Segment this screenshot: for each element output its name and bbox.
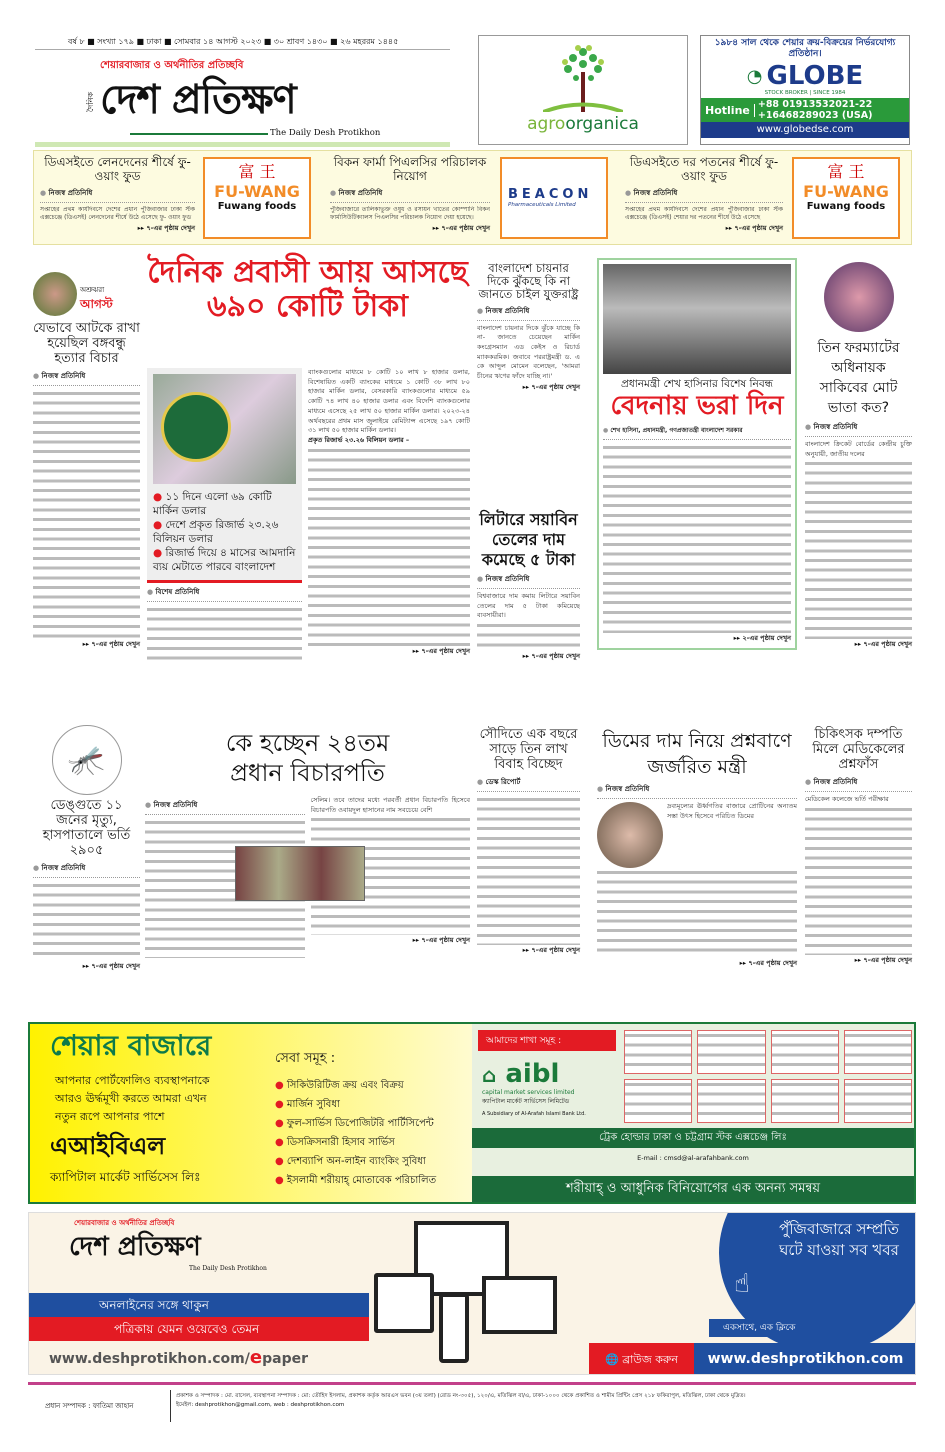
aibl-line: আরও ঊর্দ্ধমূখী করতে আমরা এখন (55, 1092, 207, 1105)
branches-label: আমাদের শাখা সমূহ : (478, 1030, 616, 1051)
story-dengue[interactable] (33, 725, 140, 972)
article-body: বিশ্ববাজারে দাম কমায় লিটারে সয়াবিন তেলের দাম ৫ টাকা কমিয়েছে ব্যবসায়ীরা। (477, 592, 580, 620)
byline: ● নিজস্ব প্রতিনিধি (805, 421, 912, 437)
article-body: দ্রব্যমূল্যের ঊর্ধ্বগতির বাজারে প্রোটিনের অন্যতম সস্তা উৎস হিসেবে পরিচিত ডিমের (667, 802, 797, 820)
epaper-url[interactable]: www.deshprotikhon.com/epaper (49, 1347, 308, 1368)
fuwang-name: FU-WANG (803, 182, 889, 201)
headline: কে হচ্ছেন ২৪তম প্রধান বিচারপতি (225, 729, 390, 787)
services-title: সেবা সমূহ : (275, 1051, 336, 1066)
story-shakib[interactable] (805, 262, 912, 650)
site-link[interactable]: www.deshprotikhon.com (694, 1343, 916, 1375)
fuwang-sub: Fuwang foods (217, 201, 297, 212)
crown-icon: 富 王 (827, 162, 865, 181)
trec-bar: ট্রেক হোল্ডার ঢাকা ও চট্টগ্রাম স্টক এক্সচেঞ্জ লিঃ (472, 1128, 914, 1148)
more-link[interactable]: ▸▸ ৭-এর পৃষ্ঠায় দেখুন (854, 955, 912, 964)
headline: বাংলাদেশ চায়নার দিকে ঝুঁকছে কি না জানতে চাইল যুক্তরাষ্ট্র (478, 261, 579, 302)
article-body (477, 621, 580, 651)
story-saudi[interactable] (477, 728, 580, 956)
hand-pointer-icon: ☝ (734, 1269, 750, 1299)
aibl-email[interactable]: E-mail : cmsd@al-arafahbank.com (637, 1154, 749, 1162)
aibl-arch-icon: ⌂ (482, 1063, 497, 1087)
teaser-title: ডিএসইতে লেনদেনের শীর্ষে ফু-ওয়াং ফুড (44, 155, 191, 183)
service-item: ● ইসলামী শরীয়াহ্ মোতাবেক পরিচালিত (275, 1175, 437, 1186)
teaser-item[interactable] (625, 156, 783, 234)
lead-headline: দৈনিক প্রবাসী আয় আসছে ৬৯০ কোটি টাকা (147, 255, 468, 324)
story-bangabandhu[interactable] (33, 258, 140, 650)
beacon-name: BEACON (508, 187, 593, 202)
hotline-label: Hotline (701, 104, 755, 117)
lead-bullet: ● ১১ দিনে এলো ৬৯ কোটি মার্কিন ডলার (153, 491, 272, 517)
lead-bullet: ● রিজার্ভ দিয়ে ৪ মাসের আমদানি ব্যয় মেটাতে পারবে বাংলাদেশ (153, 547, 296, 573)
crown-icon: 富 王 (238, 162, 276, 181)
byline: ● নিজস্ব প্রতিনিধি (625, 187, 783, 203)
bangabandhu-portrait (33, 272, 77, 316)
article-body (308, 446, 470, 646)
headline: ডেঙ্গুতে ১১ জনের মৃত্যু, হাসপাতালে ভর্তি ২৯০৫ (42, 798, 131, 858)
article-body: বাংলাদেশ চায়নার দিকে ঝুঁকে যাচ্ছে কি না- জানতে চেয়েছেন মার্কিন কংগ্রেসম্যান এড কেইস ও রিচার্ড ম্যাককরমিক। জবাবে পররাষ্ট্রমন্ত্রী ড. এ কে আব্দুল মোমেন বলেছেন, 'আমরা চীনের ঋণের ফাঁদে যাচ্ছি না।' (477, 323, 580, 381)
article-body (477, 795, 580, 945)
more-link[interactable]: ▸▸ ৭-এর পৃষ্ঠায় দেখুন (739, 959, 797, 967)
article-body (805, 459, 912, 639)
teaser-item[interactable] (40, 156, 195, 234)
divider (35, 142, 450, 147)
more-link[interactable]: ▸▸ ৭-এর পৃষ্ঠায় দেখুন (137, 223, 195, 232)
story-china[interactable] (477, 262, 580, 393)
more-link[interactable]: ▸▸ ৭-এর পৃষ্ঠায় দেখুন (82, 639, 140, 648)
service-item: ● ডিসক্রিসনারী হিসাব সার্ভিস (275, 1137, 395, 1148)
headline: চিকিৎসক দম্পতি মিলে মেডিকেলের প্রশ্নফাঁস (812, 727, 905, 772)
byline: ● নিজস্ব প্রতিনিধি (330, 187, 490, 203)
teaser-text: পুঁজিবাজারে তালিকাভুক্ত ওষুধ ও রসায়ন খাতের কোম্পানি বিকন ফার্মাসিউটিক্যালস পিএলসির পরিচালক নিয়োগ দেয়া হয়েছে। (330, 205, 490, 222)
kicker-august: আগস্ট (80, 297, 113, 311)
fuwang-name: FU-WANG (214, 182, 300, 201)
article-body (805, 805, 912, 955)
masthead[interactable] (70, 58, 410, 142)
browse-button[interactable]: 🌐 ব্রাউজ করুন (589, 1343, 694, 1375)
together-label: একসাথে, এক ক্লিকে (709, 1319, 809, 1337)
beacon-sub: Pharmaceuticals Limited (508, 202, 576, 208)
justices-photo (235, 846, 365, 901)
teaser-text: সপ্তাহের প্রথম কার্যদিবসে দেশের প্রধান পুঁজিবাজার ঢাকা স্টক এক্সচেঞ্জে (ডিএসই) লেনদেনের শীর্ষে উঠে এসেছে ফু- ওয়াং ফুড (40, 205, 195, 222)
headline: সৌদিতে এক বছরে সাড়ে তিন লাখ বিবাহ বিচ্ছেদ (479, 727, 578, 772)
agro-organica-ad[interactable] (478, 35, 688, 145)
byline: ● বিশেষ প্রতিনিধি (147, 586, 302, 602)
imprint: প্রকাশক ও সম্পাদক : মো. রাসেল, ব্যবস্থাপনা সম্পাদক : মো: তৌহিদ ইসলাম, প্রকাশক কর্তৃক আরএস ভবন (৩য় তলা) (রোড নং-৩০৫), ১২০/এ, মতিঝিল বা/এ, ঢাকা-১০০০ থেকে প্রকাশিত ও শামীম প্রিন্টিং প্রেস ২১৮ ফকিরাপুল, মতিঝিল, ঢাকা থেকে মুদ্রিত। ইমেইল: deshprotikhon@gmail.com, web : deshprotikhon.com (176, 1392, 916, 1410)
aibl-line: আপনার পোর্টফোলিও ব্যবস্থাপনাকে (55, 1074, 210, 1087)
more-link[interactable]: ▸▸ ৭-এর পৃষ্ঠায় দেখুন (854, 640, 912, 649)
byline: ● নিজস্ব প্রতিনিধি (597, 783, 797, 799)
globe-icon: 🌐 (605, 1353, 623, 1366)
shakib-photo (824, 262, 894, 332)
headline: ডিমের দাম নিয়ে প্রশ্নবাণে জর্জরিত মন্ত্রী (602, 730, 792, 778)
more-link[interactable]: ▸▸ ৭-এর পৃষ্ঠায় দেখুন (725, 223, 783, 232)
aibl-logo: ⌂ aibl capital market services limited ক্যাপিটাল মার্কেট সার্ভিসেস লিমিটেড A Subsidiary of Al-Arafah Islami Bank Ltd. (482, 1059, 586, 1117)
byline: ● নিজস্ব প্রতিনিধি (805, 776, 912, 792)
more-link[interactable]: ▸▸ ৭-এর পৃষ্ঠায় দেখুন (412, 646, 470, 655)
divider (28, 1382, 916, 1385)
byline: ● নিজস্ব প্রতিনিধি (477, 573, 580, 589)
article-body (603, 443, 791, 633)
online-banner: অনলাইনের সঙ্গে থাকুন (29, 1293, 369, 1317)
right-text: পুঁজিবাজারে সম্প্রতি ঘটে যাওয়া সব খবর (779, 1220, 899, 1259)
kicker: অশ্রুঝরা (80, 286, 105, 294)
phone-2: +16468289023 (USA) (757, 110, 873, 121)
service-item: ● ফুল-সার্ভিস ডিপোজিটরি পার্টিসিপেন্ট (275, 1118, 434, 1129)
mosquito-image: 🦟 (52, 725, 122, 795)
masthead-title: দেশ প্রতিক্ষণ (69, 1232, 201, 1262)
bangladesh-bank-image (153, 374, 296, 484)
chief-editor: প্রধান সম্পাদক : ফাতিমা জাহান (45, 1402, 134, 1410)
tree-icon (543, 42, 623, 112)
epaper-ad[interactable] (28, 1212, 916, 1375)
masthead-title: দেশ প্রতিক্ষণ (100, 77, 296, 123)
aibl-brand: এআইবিএল (50, 1132, 166, 1160)
teaser-text: সপ্তাহের প্রথম কার্যদিবসে দেশের প্রধান পুঁজিবাজার ঢাকা স্টক এক্সচেঞ্জে (ডিএসই) শেয়ার দর পতনের শীর্ষে উঠে এসেছে (625, 205, 783, 222)
story-medical[interactable] (805, 728, 912, 966)
aibl-headline: শেয়ার বাজারে (50, 1029, 212, 1062)
byline: ● নিজস্ব প্রতিনিধি (40, 187, 195, 203)
kicker: প্রধানমন্ত্রী শেখ হাসিনার বিশেষ নিবন্ধ (621, 378, 773, 390)
dateline: বর্ষ ৮ ■ সংখ্যা ১৭৯ ■ ঢাকা ■ সোমবার ১৪ আগস্ট ২০২৩ ■ ৩০ শ্রাবণ ১৪৩০ ■ ২৬ মহররম ১৪৪৫ (68, 37, 399, 46)
byline: ● নিজস্ব প্রতিনিধি (477, 305, 580, 321)
tagline: শেয়ারবাজার ও অর্থনীতির প্রতিচ্ছবি (74, 1219, 175, 1227)
byline: ● নিজস্ব প্রতিনিধি (33, 862, 140, 878)
byline: ● নিজস্ব প্রতিনিধি (33, 370, 140, 386)
article-body (33, 389, 140, 639)
more-link[interactable]: ▸▸ ৭-এর পৃষ্ঠায় দেখুন (522, 945, 580, 954)
daily-label: দৈনিক (86, 92, 95, 113)
fuwang-sub: Fuwang foods (806, 201, 886, 212)
headline: বেদনায় ভরা দিন (610, 391, 784, 422)
globe-tagline: ১৯৮৪ সাল থেকে শেয়ার ক্রয়-বিক্রয়ের নির্ভরযোগ্য প্রতিষ্ঠান। (714, 38, 896, 59)
story-oil[interactable] (477, 510, 580, 662)
byline: ● নিজস্ব প্রতিনিধি (145, 799, 305, 815)
more-link[interactable]: ▸▸ ৭-এর পৃষ্ঠায় দেখুন (432, 223, 490, 232)
teaser-title: বিকন ফার্মা পিএলসির পরিচালক নিয়োগ (333, 155, 487, 183)
lead-subhead: প্রকৃত রিজার্ভ ২৩.২৬ বিলিয়ন ডলার – (308, 435, 410, 444)
headline: যেভাবে আটকে রাখা হয়েছিল বঙ্গবন্ধু হত্যার বিচার (33, 321, 140, 366)
service-item: ● মার্জিন সুবিধা (275, 1099, 340, 1110)
tagline: শেয়ারবাজার ও অর্থনীতির প্রতিচ্ছবি (100, 60, 244, 71)
branch-grid (624, 1030, 912, 1123)
contact: ইমেইল: deshprotikhon@gmail.com, web : deshprotikhon.com (176, 1402, 345, 1408)
devices-image (374, 1221, 614, 1371)
lead-body: ব্যাংকগুলোর মাধ্যমে ৮ কোটি ১০ লাখ ৮ হাজার ডলার, বিশেষায়িত একটি ব্যাংকের মাধ্যমে ১ কোটি ৩৮ লাখ ৮০ হাজার মার্কিন ডলার, বেসরকারি ব্যাংকগুলোর মাধ্যমে ৫৯ কোটি ৭৪ লাখ ৪০ হাজার ডলার এবং বিদেশি ব্যাংকগুলোর মাধ্যমে এসেছে ২৫ লাখ ৫০ হাজার মার্কিন ডলার। ২০২৩-২৪ অর্থবছরের প্রথম মাস জুলাইয়ে রেমিট্যান্স এসেছে ১৯৭ কোটি ৩১ লাখ ৫০ হাজার মার্কিন ডলার। (308, 368, 470, 435)
divider (35, 49, 450, 50)
family-photo (603, 264, 791, 374)
fuwang-ad[interactable] (792, 157, 900, 239)
teaser-item[interactable] (330, 156, 490, 234)
english-name: The Daily Desh Protikhon (270, 128, 381, 138)
fuwang-ad[interactable] (203, 157, 311, 239)
globe-ad[interactable] (700, 35, 910, 145)
lead-highlight-box (147, 368, 302, 583)
more-link[interactable]: ▸▸ ৭-এর পৃষ্ঠায় দেখুন (522, 382, 580, 391)
aibl-ad[interactable] (28, 1022, 916, 1204)
beacon-ad[interactable] (500, 157, 608, 239)
article-body: সেলিম। তবে তাদের মধ্যে পরবর্তী প্রধান বিচারপতি হিসেবে বিচারপতি ওবায়দুল হাসানের নাম সবচেয়ে বেশি (310, 796, 470, 814)
service-item: ● সিকিউরিটিজ ক্রয় এবং বিক্রয় (275, 1080, 404, 1091)
globe-sub: STOCK BROKER | SINCE 1984 (764, 90, 846, 96)
more-link[interactable]: ▸▸ ৭-এর পৃষ্ঠায় দেখুন (412, 936, 470, 945)
aibl-line: নতুন রূপে আপনার পাশে (55, 1110, 165, 1123)
story-egg[interactable] (597, 728, 797, 969)
teaser-title: ডিএসইতে দর পতনের শীর্ষে ফু-ওয়াং ফুড (629, 155, 779, 183)
minister-photo (597, 802, 663, 868)
aibl-slogan: শরীয়াহ্ ও আধুনিক বিনিয়োগের এক অনন্য সমন্বয় (472, 1176, 914, 1202)
lead-bullet: ● দেশে প্রকৃত রিজার্ভ ২৩.২৬ বিলিয়ন ডলার (153, 519, 279, 545)
phone-1: +88 01913532021-22 (757, 99, 873, 110)
story-pm[interactable] (597, 258, 797, 650)
article-body (33, 881, 140, 961)
byline: ● শেখ হাসিনা, প্রধানমন্ত্রী, গণপ্রজাতন্ত্রী বাংলাদেশ সরকার (603, 425, 791, 440)
english-name: The Daily Desh Protikhon (189, 1265, 267, 1272)
agro-word: agro (527, 114, 566, 134)
article-body: বাংলাদেশ ক্রিকেট বোর্ডের কেন্দ্রীয় চুক্তি অনুযায়ী, জাতীয় দলের (805, 440, 912, 458)
more-link[interactable]: ▸▸ ৭-এর পৃষ্ঠায় দেখুন (82, 961, 140, 970)
globe-name: GLOBE (766, 61, 864, 91)
headline: লিটারে সয়াবিন তেলের দাম কমেছে ৫ টাকা (479, 510, 578, 569)
headline: তিন ফরম্যাটের অধিনায়ক সাকিবের মোট ভাতা কত? (817, 340, 900, 416)
organica-word: organica (565, 114, 639, 134)
aibl-brand-sub: ক্যাপিটাল মার্কেট সার্ভিসেস লিঃ (50, 1170, 201, 1184)
service-item: ● দেশব্যাপি অন-লাইন ব্যাংকিং সুবিধা (275, 1156, 426, 1167)
globe-web[interactable]: www.globedse.com (701, 122, 909, 138)
article-body: মেডিকেল কলেজে ভর্তি পরীক্ষার (805, 794, 889, 803)
byline: ● ডেস্ক রিপোর্ট (477, 776, 580, 792)
globe-chart-icon: ◔ (746, 65, 763, 87)
same-banner: পত্রিকায় যেমন ওয়েবেও তেমন (29, 1317, 369, 1341)
story-chief-justice[interactable] (145, 728, 470, 958)
article-body (147, 605, 302, 665)
more-link[interactable]: ▸▸ ৭-এর পৃষ্ঠায় দেখুন (522, 652, 580, 661)
more-link[interactable]: ▸▸ ২-এর পৃষ্ঠায় দেখুন (733, 634, 791, 643)
article-body (597, 868, 797, 958)
